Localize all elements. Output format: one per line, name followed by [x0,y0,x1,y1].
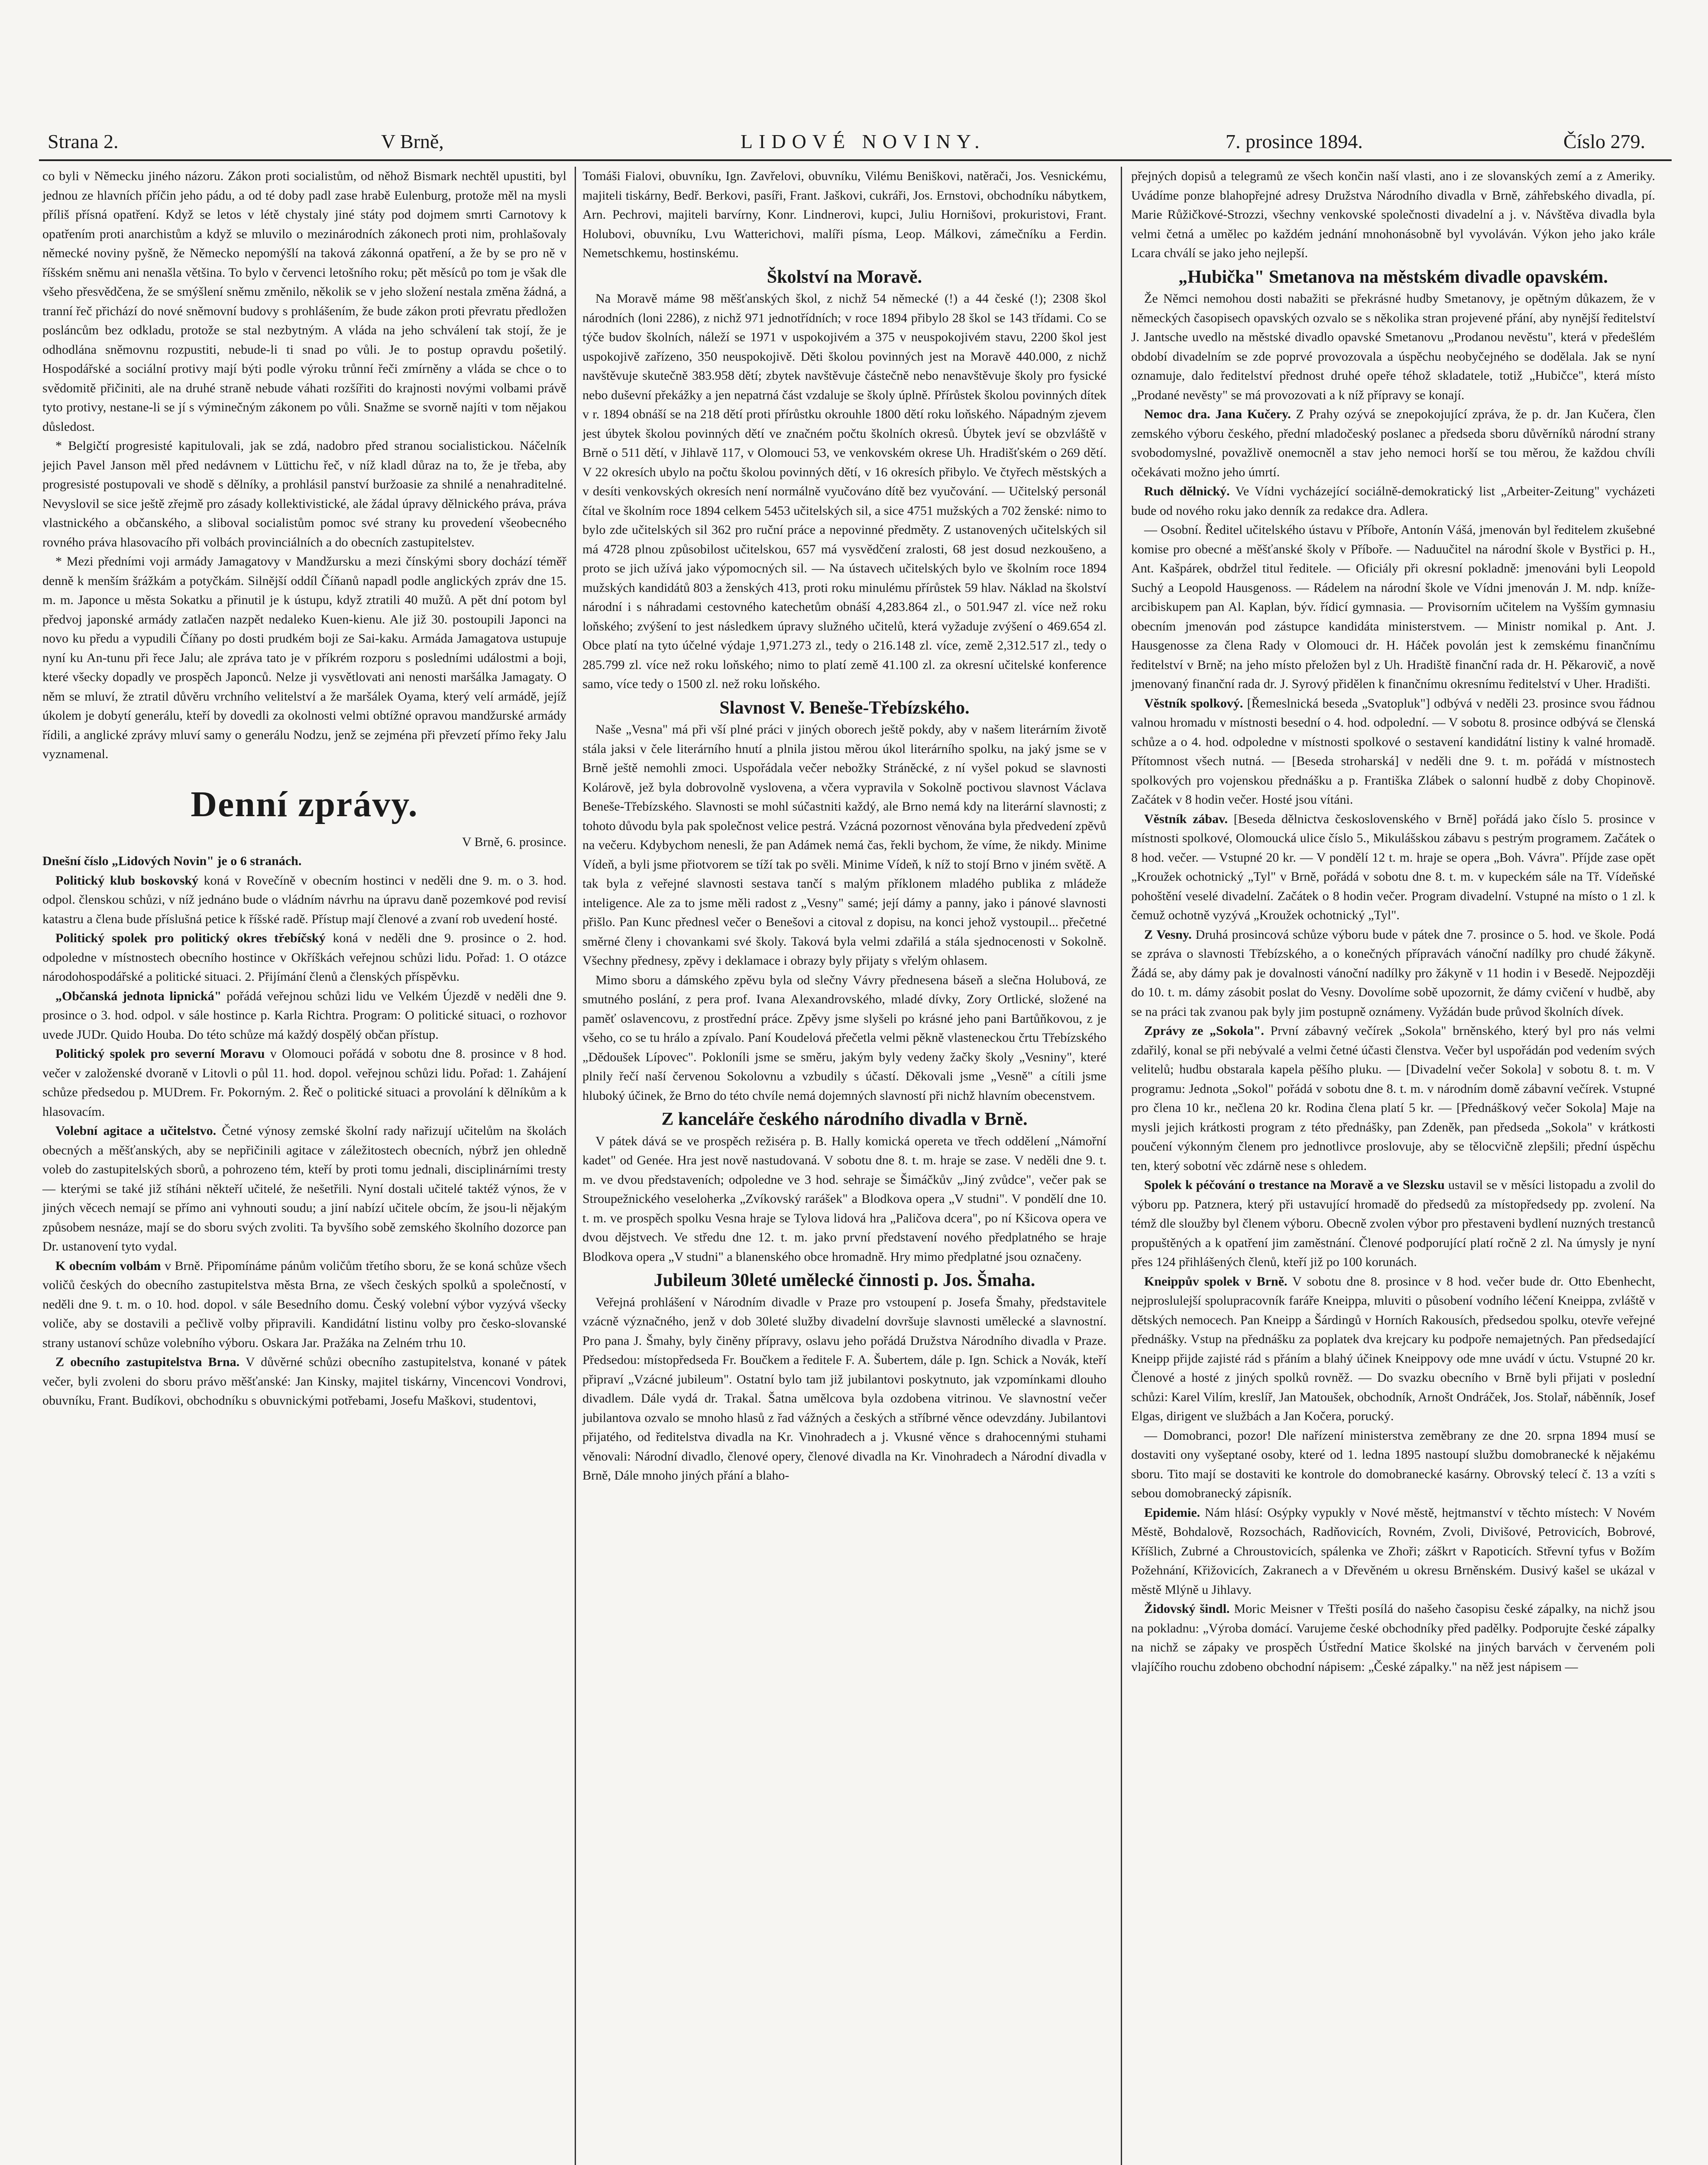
article-manchuria: * Mezi předními voji armády Jamagatovy v Mandžursku a mezi čínskými sbory dochází téměř denně k menším šrážkám a potyčkám. Silnější oddíl Číňanů napadl podle anglických zpráv dne 15. m. m. Japonce u města Sokatku a přinutil je k ústupu, když ztratili 40 mužů. A pět dní potom byl předvoj japonské armády zatlačen nazpět nedaleko Kuen-kienu. Ale již 30. postoupili Japonci na novo ku předu a vypudili Číňany po dosti prudkém boji ze Sai-kaku. Armáda Jamagatova ustupuje nyní ku An-tunu při řece Jalu; ale zpráva tato je v příkrém rozporu s posledními událostmi a boji, které všecky dopadly ve prospěch Japonců. Nelze ji vysvětlovati ani nenosti maršálka Jamagaty. O něm se mluví, že ztratil důvěru vrchního velitelství a že maršálek Oyama, který velí armádě, jejíž úkolem je dobytí generálu, kteří by dovedli za okolnosti velmi obtížné opravou mandžurské armády řídili, a anglické zprávy mluví samy o generálu Nodzu, jenž se zejména při převzetí přímo řeky Jalu vyznamenal. [42,554,566,761]
masthead-rule [39,159,1672,161]
news-heading: Nemoc dra. Jana Kučery. [1144,407,1291,421]
issue-note: Dnešní číslo „Lidových Novin" je o 6 stranách. [42,854,302,868]
news-body: v Brně. Připomínáme pánům voličům třetího sboru, že se koná schůze všech voličů českých do obecního zastupitelstva města Brna, ze všech českých spolků a společností, v neděli dne 9. t. m. o 10. hod. dopol. v sále Besedního domu. Český volební výbor vyzývá všecky voliče, aby se dostavili a pečlivě volby připravili. Kandidátní listinu volby pro česko-slovanské strany ustanoví schůze volebního výboru. Oskara Jar. Pražáka na Zelném trhu 10. [42,1258,566,1350]
news-heading: Volební agitace a učitelstvo. [55,1124,217,1138]
news-body: v Olomouci pořádá v sobotu dne 8. prosince v 8 hod. večer v založenské dvoraně v Litovli o půl 11. hod. dopol. veřejnou schůzi lidu. Pořad: 1. Zahájení schůze předsedou p. MUDrem. Fr. Pokorným. 2. Řeč o politické situaci a provolání k dělníkům a k hlasovacím. [42,1047,567,1119]
news-heading: Věstník spolkový. [1144,696,1243,711]
newspaper-title: LIDOVÉ NOVINY. [741,130,986,152]
news-body: V sobotu dne 8. prosince v 8 hod. večer bude dr. Otto Ebenhecht, nejproslulejší spolupracovník faráře Kneippa, mluviti o působení vodního léčení Kneippa, zvláště v dětských nemocech. Pan Kneipp a Šárdingů v Horních Rakousích, předsedou spolku, otevře veřejné přednášky. Vstup na přednášku za poplatek dva krejcary ku podpoře nemajetných. Pan předsedající Kneipp přijde zajisté rád s přáním a blahý účinek Kneippovy ode mne uvádí v úctu. Vstupné 20 kr. Členové a hosté z jiných spolků rovněž. — Do svazku obecního v Brně byli přijati v poslední schůzi: Karel Vilím, kreslíř, Jan Matoušek, obchodník, Arnošt Ondráček, Jos. Stolař, náběnník, Josef Elgas, dirigent ve službách a Jan Kočera, porucký. [1131,1274,1655,1423]
news-heading: K obecním volbám [55,1258,161,1273]
news-heading: Politický spolek pro severní Moravu [55,1047,265,1061]
news-body: Moric Meisner v Třešti posílá do našeho časopisu české zápalky, na nichž jsou na pokladnu: „Výroba domácí. Varujeme české obchodníky před padělky. Podporujte české zápalky na nichž se zápaky ve prospěch Ústřední Matice školské na jiných barvách v červeném poli vlajíčího rouchu zdobeno obchodní nápisem: „České zápalky." na něž jest nápisem — [1131,1602,1655,1674]
section-title-daily-news: Denní zprávy. [191,784,418,824]
news-heading: „Hubička" Smetanova na městském divadle opavském. [1178,267,1608,287]
news-body: Druhá prosincová schůze výboru bude v pátek dne 7. prosince o 5. hod. ve škole. Podá se zpráva o slavnosti Třebízského, a o konečných přípravách vánoční nadílky pro chudé žákyně. Žádá se, aby dámy pak je dovalnosti vánoční nadílky pro žákyně v 11 hodin i v Besedě. Nejpozději do 10. t. m. dámy zásobit poslat do Vesny. Dovolíme sobě upozornit, že dámy cvičení v hudbě, aby se na práci tak zvanou pak byly jim postupně oznámeny. Vyžádán bude průvod školních dívek. [1131,927,1655,1019]
news-body: [Beseda dělnictva československého v Brně] pořádá jako číslo 5. prosince v místnosti spolkové, Olomoucká ulice číslo 5., Mikulášskou zábavu s pestrým programem. Začátek o 8 hod. večer. — Vstupné 20 kr. — V pondělí 12 t. m. hraje se opera „Boh. Vávra". Příjde zase opět „Kroužek ochotnický „Tyl" v Brně, pořádá v sobotu dne 8. t. m. v kupeckém sále na Tř. Vídeňské pohoštění veselé divadelní. Začátek o 8 hodin večer. Program divadelní. Vstupné na místo o 1 zl. k čemuž ochotně vyzývá „Kroužek ochotnický „Tyl". [1131,811,1656,922]
news-body: koná v neděli dne 9. prosince o 2. hod. odpoledne v místnostech obecního hostince v Okříškách veřejnou schůzi lidu. Pořad: 1. O otázce národohospodářské a politické situaci. 2. Přijímání členů a členských příspěvku. [42,931,567,984]
news-heading: Ruch dělnický. [1144,484,1230,498]
news-heading: Školství na Moravě. [767,267,922,287]
news-body: koná v Rovečíně v obecním hostinci v neděli dne 9. m. o 3. hod. odpol. členskou schůzi, v níž jednáno bude o vládním návrhu na úpravu daně pozemkové pod revisí katastru a člena bude příslušná petice k říšské radě. Přístup mají členové a zvaní rob uvedení hosté. [42,873,567,926]
issue-date: 7. prosince 1894. [1226,130,1363,152]
news-heading: Věstník zábav. [1144,811,1228,826]
news-body: Naše „Vesna" má při vší plné práci v jiných oborech ještě pokdy, aby v našem literárním životě stála jaksi v čele literárního hnutí a plnila jistou měrou úkol literárního spolku, na jaký jsme se v Brně ještě nemohli zmoci. Uspořádala večer nebožky Stráněcké, z ní vyšel pokud se slavnosti Kolárově, jež byla dobrovolně vyslovena, a včera vypravila v Sokolně poctivou slavnost Václava Beneše-Třebízského. Slavnosti se mohl súčastniti každý, ale Brno nemá kdy na literární slavnosti; z tohoto důvodu byla pak společnost velice pestrá. Vzácná pozornost věnována byla předvedení zpěvů na večeru. Kdybychom nenesli, že pan Adámek nemá čas, řekli bychom, že víme, že nikdy. Minime Vídeň, a byli jsme přiotvorem se tíží tak po svěli. Minime Vídeň, k níž to stojí Brno v jiném světě. A tak byla z veřejné slavnosti sestava tančí s malým příklonem mladého publika z mládeže inteligence. Ale za to jsme měli radost z „Vesny" samé; její dámy a panny, jako i pánové slavnosti přišlo. Pan Kunc přednesl večer o Benešovi a citoval z dopisu, na konci jehož vystoupil... přečetné směrné členy i chovankami své školy. Taková byla velmi zdařilá a stála sjednocenosti v Sokolně. Všechny přednesy, zpěvy i deklamace i obrazy byly přijaty s vřelým ohlasem. [582,722,1106,968]
column-2 [582,167,1106,1486]
news-body: — Domobranci, pozor! Dle nařízení ministerstva zeměbrany ze dne 20. srpna 1894 musí se dostaviti ony vyšeptané osoby, které od 1. ledna 1895 nastoupí službu domobranecké k nějakému sboru. Tito mají se dostaviti ke kontrole do domobranecké kasárny. Obrovský telecí č. 13 a vzíti s sebou domobranecký zápisník. [1131,1428,1655,1500]
masthead [39,130,1672,156]
article-germany: co byli v Německu jiného názoru. Zákon proti socialistům, od něhož Bismark nechtěl upustiti, byl jednou ze hlavních příčin jeho pádu, a od té doby padl zase hrabě Eulenburg, protože měl na mysli příliš přísná opatření. Když se letos v létě chystaly jiné státy pod dojmem smrti Carnotovy k opatřením proti anarchistům a když se mluvilo o mezinárodních zákonech proti nim, prohlašovaly německé noviny pyšně, že Německo nepomýšlí na taková zákonná opatření, a že by se pro ně v říšském sněmu ani nenašla většina. To bylo v červenci letošního roku; pět měsíců po tom je však dle všeho přesvědčena, že se smýšlení sněmu změnilo, několik se v jeho složení nestala změna žádná, a tranní řeč přichází do nové sněmovní budovy s prohlášením, že bude zákon proti převratu předložen posláncům bez odkladu, protože se stal nezbytným. A vláda na jeho schválení tak stojí, že je odhodlána sněmovnu rozpustiti, nebude-li ti snad po vůli. Je to postup opravdu pošetilý. Hospodářské a sociální protivy mají býti podle výroku trůnní řeči zmírněny a vláda se chce o to svědomitě přičiniti, ale na druhé straně nebude váhati rozšířiti do krajnosti novými volbami právě tyto protivy, nestane-li se jí s výminečným zákonem po vůli. Snažme se svorně najíti v tom nějakou důsledost. [42,169,566,434]
column-divider [575,167,576,2165]
news-body: V důvěrné schůzi obecního zastupitelstva, konané v pátek večer, byli zvoleni do sboru právo měšťanské: Jan Kinsky, majitel tiskárny, Vincencovi Vondrovi, obuvníku, Frant. Budíkovi, obchodníku s obuvnickými potřebami, Josefu Maškovi, studentovi, [42,1355,567,1408]
news-body: ustavil se v měsíci listopadu a zvolil do výboru pp. Patznera, který při ustavující hromadě do předsedů za místopředsedy pp. zvolení. Na témž dle sloužby byl členem výboru. Obecně zvolen výbor pro přestaveni bydlení nuzných trestanců propuštěných a k opatření jim zaměstnání. Členové podporující platí ročně 2 zl. Na úmysly je nyní přes 124 přihlášených členů, kteří již po 100 korunách. [1131,1178,1655,1269]
news-body: Četné výnosy zemské školní rady nařizují učitelům na školách obecných a měšťanských, aby se nepřičinili agitace v záležitostech obecních, nýbrž jen ohledně voleb do zastupitelských sborů, a pohrozeno tém, kteří by proti tomu jednali, disciplinárními tresty — kterými se také již stíháni někteří učitelé, že nešetřili. Nyní dostali učitelé taktéž výnos, že v jiných věcech nemají se přímo ani vyhnouti soudu; a jiní nabízí učitele obcím, že jsou-li nějakým způsobem nesnáze, mají se do sboru svých zvoliti. Ta byvšího sobě zemského školního dozorce pan Dr. ustanovení tyto vydal. [42,1124,566,1254]
column-divider [1121,167,1122,2165]
news-heading: Politický spolek pro politický okres třebíčský [55,931,326,945]
news-heading: Z Vesny. [1144,927,1192,942]
news-body: První zábavný večírek „Sokola" brněnského, který byl pro nás velmi zdařilý, konal se při nebývalé a velmi četné účasti členstva. Večer byl uspořádán pod vedením svých velitelů; hudbu obstarala kapela pěšího pluku. — [Divadelní večer Sokola] v sobotu 8. t. m. V programu: Jednota „Sokol" pořádá v sobotu dne 8. t. m. v národním domě zábavní večírek. Vstupné pro člena 10 kr., nečlena 20 kr. Rodina člena platí 5 kr. — [Přednáškový večer Sokola] Maje na mysli jejich krátkosti program z této přednášky, pan Zdeněk, pan předseda „Sokola" v krátkosti poučení výkonným členem pro jednotlivce proslovuje, aby se tělocvičně zlepšili; přední úspěchu ten, který sobotní věc zdárně nese s ohledem. [1131,1024,1656,1173]
news-body: přejných dopisů a telegramů ze všech končin naší vlasti, ano i ze slovanských zemí a z Ameriky. Uvádíme ponze blahopřejné adresy Družstva Národního divadla v Brně, záhřebského divadla, pí. Marie Růžičkové-Strozzi, všechny venkovské společnosti divadelní a j. v. Návštěva divadla byla velmi četná a umělec po každém jednání mnohonásobně byl vyvoláván. Výkon jeho jako krále Lcara chválí se jako jeho nejlepší. [1131,169,1655,260]
dateline: V Brně, 6. prosince. [462,834,566,849]
page-number: Strana 2. [48,130,119,152]
news-body: Veřejná prohlášení v Národním divadle v Praze pro vstoupení p. Josefa Šmahy, představitele vzácně význačného, jenž v dob 30leté služby divadelní dovršuje slavnosti umělecké a slavnostní. Pro pana J. Šmahy, byly činěny přípravy, oslavu jeho pořádá Družstva Národního divadla v Praze. Předsedou: místopředseda Fr. Boučkem a ředitele F. A. Šubertem, dále p. Ign. Schick a Novák, kteří připraví „Vzácné jubileum". Ostatní bylo tam již jubilantovi poskytnuto, jak vzpomínkami dlouho divadlem. Dále vydá dr. Trakal. Šatna umělcova byla ozdobena vitrinou. Ve slavnostní večer jubilantova ozvalo se mnoho hlasů z řad vážných a českých a stříbrné věnce odevzdány. Jubilantovi přijatého, od ředitelstva divadla na Kr. Vinohradech a j. Vkusné věnce s drahocennými stuhami věnovali: Národní divadlo, členové opery, členové divadla na Kr. Vinohradech a Národní divadla v Brně, Dále mnoho jiných přání a blaho- [582,1295,1106,1483]
column-3 [1131,167,1655,1677]
city-line: V Brně, [381,130,444,152]
news-heading: Slavnost V. Beneše-Třebízského. [719,698,970,718]
news-heading: Z obecního zastupitelstva Brna. [55,1355,240,1369]
news-body: Ve Vídni vycházející sociálně-demokratický list „Arbeiter-Zeitung" vycházeti bude od nového roku jako denník za redakce dra. Adlera. [1131,484,1655,518]
news-heading: Zprávy ze „Sokola". [1144,1024,1264,1038]
news-heading: Z kanceláře českého národního divadla v Brně. [661,1109,1028,1129]
news-heading: Jubileum 30leté umělecké činnosti p. Jos. Šmaha. [653,1270,1035,1290]
news-heading: Kneippův spolek v Brně. [1144,1274,1287,1289]
news-heading: Spolek k péčování o trestance na Moravě a ve Slezsku [1144,1178,1445,1192]
news-body: Tomáši Fialovi, obuvníku, Ign. Zavřelovi, obuvníku, Vilému Beniškovi, natěrači, Jos. Vesnickému, majiteli tiskárny, Bedř. Berkovi, pasíři, Frant. Jaškovi, cukráři, Jos. Ernstovi, obchodníku nábytkem, Arn. Pechrovi, majiteli barvírny, Konr. Lindnerovi, kupci, Juliu Hornišovi, prokuristovi, Frant. Holubovi, obuvníku, Lvu Watterichovi, malíři písma, Leop. Málkovi, zámečníku a Ferdin. Nemetschkemu, hostinskému. [582,169,1106,260]
news-body: Z Prahy ozývá se znepokojující zpráva, že p. dr. Jan Kučera, člen zemského výboru českého, přední mladočeský poslanec a předseda sboru důvěrníků národní strany svobodomyslné, považlivě onemocněl a stav jeho nemoci horší se tou měrou, že každou chvíli očekávati možno jeho úmrtí. [1131,407,1656,479]
article-belgium: * Belgičtí progresisté kapitulovali, jak se zdá, nadobro před stranou socialistickou. Náčelník jejich Pavel Janson měl před nedávnem v Lüttichu řeč, v níž kladl důraz na to, že je třeba, aby progresisté postupovali ve shodě s dělníky, a prohlásil panství buržoasie za shnilé a nenahraditelné. Nevyslovil se sice ještě zřejmě pro zásady kollektivistické, ale žádal úpravy dělnického práva, práva vlastnického a občanského, a sliboval socialistům pomoc své strany ku provedení všeobecného rovného práva hlasovacího při volbách provinciálních a do obecních zastupitelstev. [42,439,566,549]
news-heading: „Občanská jednota lipnická" [55,989,222,1003]
news-body: Že Němci nemohou dosti nabažiti se překrásné hudby Smetanovy, je opětným důkazem, že v německých časopisech opavských ozvalo se s několika stran projevené přání, aby nynější ředitelství J. Jantsche uvedlo na městské divadlo opavské Smetanovu „Prodanou nevěstu", která v předešlém období divadelním se zde poprvé provozovala a úspěchu neobyčejného se dodělala. Jak se nyní oznamuje, dalo ředitelství přednost druhé opeře téhož skladatele, totiž „Hubičce", která místo „Prodané nevěsty" se má provozovati a k níž přípravy se konají. [1131,291,1655,402]
news-body: Mimo sboru a dámského zpěvu byla od slečny Vávry přednesena báseň a slečna Holubová, ze smutného poslání, z pera prof. Ivana Alexandrovského, mladé dívky, Zory Ortlické, složené na paměť oslavencovu, z prostřední práce. Zpěvy jsme slyšeli po krásné jeho pani Bartůňkovou, z je všeho, co se tu hrálo a zpívalo. Paní Koudelová přečetla velmi pěkně vlasteneckou črtu Třebízského „Dědoušek Lípovec". Pokloníli jsme se směru, jakým byly vedeny žačky školy „Vesniny", které plnily řečí naší červenou Sokolovnu a vzbudily s účastí. Děkovali jsme „Vesně" a cítili jsme hluboký účinek, že Brno do této chvíle nemá dojemných slavností při nichž hlavním obecenstvem. [582,973,1106,1103]
news-body: V pátek dává se ve prospěch režiséra p. B. Hally komická opereta ve třech oddělení „Námořní kadet" od Genée. Hra jest nově nastudovaná. V sobotu dne 8. t. m. hraje se zase. V neděli dne 9. t. m. ve dvou představeních; odpoledne ve 3 hod. sehraje se Šimáčkův „Jiný zvůdce", večer pak se Stroupežnického veseloherka „Zvíkovský rarášek" a Blodkova opera „V studni". V pondělí dne 10. t. m. ve prospěch spolku Vesna hraje se Tylova lidová hra „Paličova dcera", po ní Kšicova opera ve dvou dějstvech. Ve středu dne 12. t. m. jako první představení nového předplatného se hraje Blodkova opera „V studni" a blanenského obce hromadně. Hry mimo předplatné jsou označeny. [582,1134,1106,1264]
news-heading: Politický klub boskovský [55,873,199,888]
news-body: — Osobní. Ředitel učitelského ústavu v Příboře, Antonín Vášá, jmenován byl ředitelem zkušebné komise pro obecné a měšťanské školy v Příboře. — Naduučitel na národní škole v Bystřici p. H., Ant. Kašpárek, obdržel titul ředitele. — Oficiály při okresní pokladně: jmenováni byli Leopold Suchý a Leopold Hausgenoss. — Rádelem na národní škole ve Vídni jmenován J. M. ndp. kníže-arcibiskupem pan Al. Kaplan, býv. řídicí gymnasia. — Provisorním učitelem na Vyšším gymnasiu obecním jmenován pod zástupce kandidáta ministerstvem. — Ministr nomikal p. Ant. J. Hausgenosse za člena Rady v Olomouci dr. H. Háček povolán jest k zemskému finančnímu ředitelství v Brně; na jeho místo přeložen byl z Uh. Hradiště finanční rada dr. H. Pěkarovič, a nově jmenovaný finanční rada dr. J. Syrový přidělen k finančnímu okresnímu ředitelství v Uher. Hradišti. [1131,523,1655,691]
news-heading: Epidemie. [1144,1505,1200,1520]
news-body: Nám hlásí: Osýpky vypukly v Nové městě, hejtmanství v těchto místech: V Novém Městě, Bohdalově, Rozsochách, Radňovicích, Rovném, Zvoli, Divišové, Petrovicích, Bobrové, Kříšlich, Zubrné a Chroustovicích, spálenka ve Zhoři; záškrt v Rapoticích. Střevní tyfus v Božím Požehnání, Křižovicích, Zakranech a v Dřevěném u okresu Brněnském. Dusivý kašel se ukázal v městě Mlýně u Jihlavy. [1131,1505,1656,1597]
issue-number: Číslo 279. [1563,130,1646,152]
news-body: Na Moravě máme 98 měšťanských škol, z nichž 54 německé (!) a 44 české (!); 2308 škol národních (loni 2286), z nichž 971 jednotřídních; v roce 1894 přibylo 28 škol se 143 třídami. Co se týče budov školních, náleží se 1971 v uspokojivém a 375 v neuspokojivém stavu, 2200 škol jest uspokojivě zařízeno, 350 neuspokojivě. Děti školou povinných jest na Moravě 440.000, z nichž navštěvuje skutečně 383.958 dětí; zbytek navštěvuje částečně nebo nenavštěvuje školy pro fysické nebo duševní překážky a jen nepatrná část vzdaluje se školy úplně. Přírůstek školou povinných dítek v r. 1894 obnáší se na 218 dětí proti přírůstku okrouhle 1800 dětí roku loňského. Nápadným zjevem jest úbytek školou povinných dětí ve značném počtu školních okresů. Úbytek jeví se obzvláště v Brně o 511 dětí, v Jihlavě 117, v Olomouci 53, ve venkovském okrese Uh. Hradišťském o 269 dětí. V 22 okresích ubylo na počtu školou povinných dětí, v 16 okresích přibylo. Ve čtyřech městských a v desíti venkovských okresích není normálně vyučováno dítě bez vyučování. — Učitelský personál čítal ve školním roce 1894 celkem 5453 učitelských sil, a sice 4751 mužských a 702 ženské: nimo to bylo zde učitelských sil 362 pro ruční práce a nepovinné předměty. Z ustanovených učitelských sil má 4728 plnou způsobilost učitelskou, 657 má vysvědčení zralosti, 68 jest dosud nezkoušeno, a proto se jich užívá jako výpomocných sil. — Na ústavech učitelských bylo ve školním roce 1894 mužských kandidátů 803 a ženských 413, proti roku minulému přírůstek 59 hlav. Náklad na školství národní i s náhradami cestovného katechetům obnáší 4,283.864 zl., o 501.947 zl. více než roku loňského; zvýšení to jest následkem úpravy služného učitelů, která vyžaduje zvýšení o 469.654 zl. Obce platí na tyto účelné výdaje 1,971.273 zl., tedy o 216.148 zl. více, země 2,312.517 zl., tedy o 285.799 zl. více než roku loňského; nimo to platí země 41.100 zl. za okresní učitelské konference samo, více tedy o 1500 zl. než roku loňského. [582,291,1106,691]
news-body: pořádá veřejnou schůzi lidu ve Velkém Újezdě v neděli dne 9. prosince o 3. hod. odpol. v sále hostince p. Karla Richtra. Program: O politické situaci, o rozhovor uvede JUDr. Quido Houba. Do této schůze má každý dospělý občan přístup. [42,989,567,1042]
news-body: [Řemeslnická beseda „Svatopluk"] odbývá v neděli 23. prosince svou řádnou valnou hromadu v místnosti besední o 4. hod. odpolední. — V sobotu 8. prosince odbývá se členská schůze a o 4. hod. odpoledne v místnosti spolkové o sestavení kandidátní listiny k valné hromadě. Přítomnost všech nutná. — [Beseda stroharská] v neděli dne 9. t. m. pořádá v místnostech spolkových pro vojenskou přednášku a p. Františka Zlábek o salonní hudbě z doby Chopinově. Začátek v 8 hodin večer. Hosté jsou vítáni. [1131,696,1656,807]
column-1 [42,167,566,1411]
news-heading: Židovský šindl. [1144,1602,1230,1616]
